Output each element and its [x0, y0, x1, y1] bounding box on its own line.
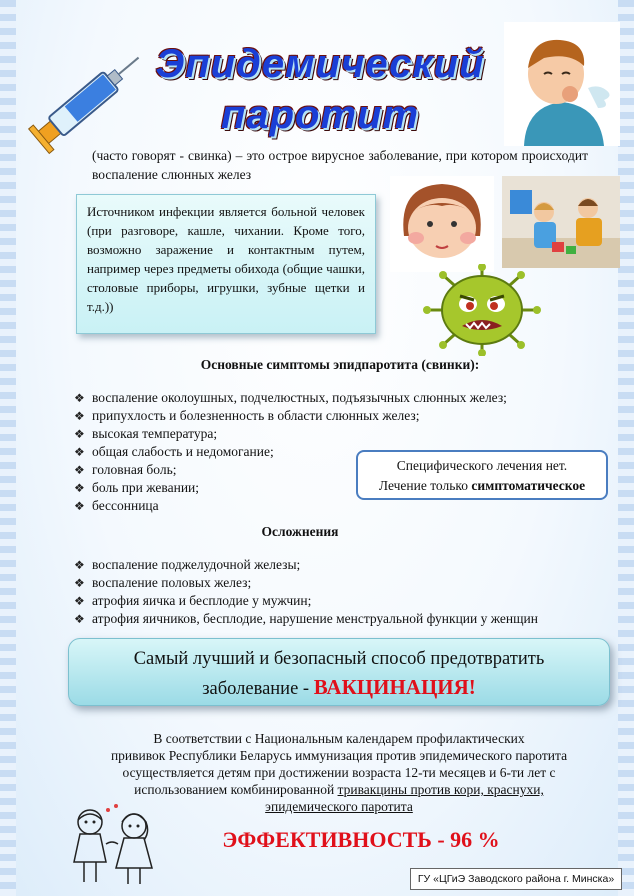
list-item: ❖ воспаление половых желез;	[74, 574, 538, 592]
treatment-line-2	[358, 476, 606, 496]
calendar-line-4	[84, 781, 594, 798]
calendar-line-3: осуществляется детям при достижении возраста 12-ти месяцев и 6-ти лет с	[122, 765, 556, 780]
coughing-boy-illustration	[504, 22, 620, 146]
list-item: ❖ атрофия яичников, бесплодие, нарушение менструальной функции у женщин	[74, 610, 538, 628]
organization-footer: ГУ «ЦГиЭ Заводского района г. Минска»	[410, 868, 622, 890]
list-item: ❖ головная боль;	[74, 461, 507, 479]
infection-source-box: Источником инфекции является больной человек (при разговоре, кашле, чихании. Кроме того, возможно заражение и контактным путем, например через предметы обихода (общие чашки, столовые приборы, игрушки, зубные щетки и т.д.))	[76, 194, 376, 334]
vaccination-banner	[68, 638, 610, 706]
treatment-line-2-bold: симптоматическое	[471, 478, 586, 493]
syringe-illustration	[18, 40, 158, 160]
calendar-line-5: эпидемического паротита	[265, 799, 413, 814]
list-item: ❖ воспаление поджелудочной железы;	[74, 556, 538, 574]
title-line-2: паротит	[220, 93, 420, 137]
children-sketch-illustration	[62, 800, 162, 888]
list-item: ❖ атрофия яичка и бесплодие у мужчин;	[74, 592, 538, 610]
calendar-line-1: В соответствии с Национальным календарем профилактических	[153, 731, 525, 746]
treatment-line-2-prefix: Лечение только	[378, 478, 472, 493]
list-item: ❖ высокая температура;	[74, 425, 507, 443]
banner-line-1: Самый лучший и безопасный способ предотвратить	[133, 649, 545, 669]
effectiveness-text: ЭФФЕКТИВНОСТЬ - 96 %	[222, 827, 500, 852]
list-item: ❖ воспаление околоушных, подчелюстных, подъязычных слюнных желез;	[74, 389, 507, 407]
calendar-line-2: прививок Республики Беларусь иммунизация против эпидемического паротита	[110, 748, 568, 763]
list-item: ❖ общая слабость и недомогание;	[74, 443, 507, 461]
calendar-line-4-prefix: использованием комбинированной	[134, 782, 338, 797]
swollen-cheeks-girl-illustration	[390, 176, 494, 272]
right-border-decoration	[618, 0, 634, 896]
list-item: ❖ бессонница	[74, 497, 507, 515]
banner-line-2-prefix: заболевание -	[202, 679, 314, 699]
intro-text: (часто говорят - свинка) – это острое вирусное заболевание, при котором происходит воспаление слюнных желез	[92, 148, 588, 182]
left-border-decoration	[0, 0, 16, 896]
children-playing-photo	[502, 176, 620, 268]
banner-vaccination-word: ВАКЦИНАЦИЯ!	[313, 675, 476, 699]
complications-list	[74, 556, 538, 628]
calendar-line-4-underlined: тривакцины против кори, краснухи,	[337, 782, 544, 797]
banner-line-2	[69, 673, 609, 703]
treatment-box	[356, 450, 608, 500]
treatment-line-1: Специфического лечения нет.	[396, 458, 568, 473]
list-item: ❖ боль при жевании;	[74, 479, 507, 497]
list-item: ❖ припухлость и болезненность в области слюнных желез;	[74, 407, 507, 425]
virus-character-illustration	[414, 264, 550, 356]
symptoms-heading: Основные симптомы эпидпаротита (свинки):	[200, 357, 480, 372]
complications-heading: Осложнения	[261, 524, 339, 539]
title-line-1: Эпидемический	[155, 42, 485, 86]
